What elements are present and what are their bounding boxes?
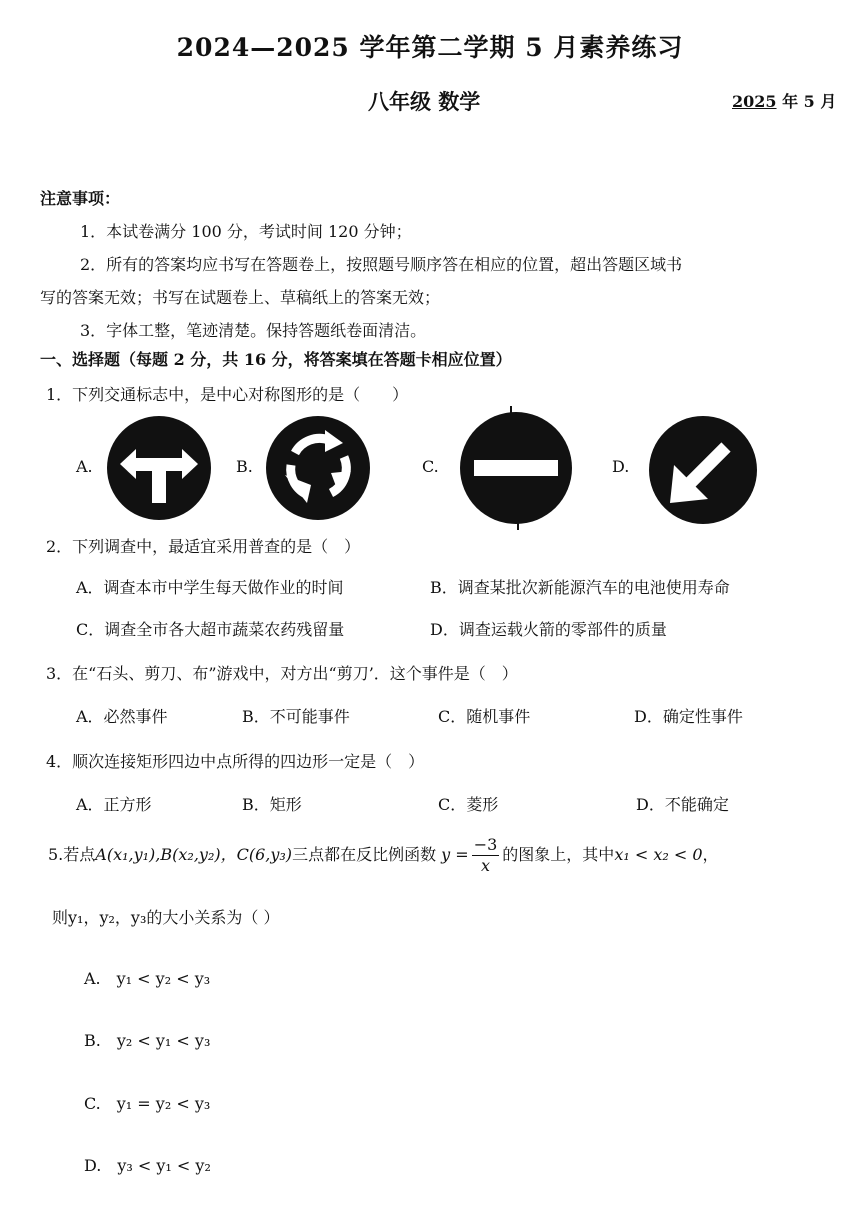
q4-option-c: C．菱形: [438, 795, 499, 814]
q5-fraction-numerator: −3: [473, 835, 498, 854]
q4-option-b: B．矩形: [242, 795, 302, 814]
down-left-arrow-sign-icon: [648, 415, 758, 525]
q5-prefix: 5.若点: [48, 845, 96, 864]
q3-option-c: C．随机事件: [438, 707, 531, 726]
q2-option-d: D．调查运载火箭的零部件的质量: [430, 620, 667, 639]
notice-item-2-line-1: 2．所有的答案均应书写在答题卷上，按照题号顺序答在相应的位置，超出答题区域书: [80, 255, 683, 274]
q1-option-c-label: C.: [422, 457, 439, 476]
q4-option-a: A．正方形: [76, 795, 152, 814]
question-4-stem: 4．顺次连接矩形四边中点所得的四边形一定是（ ）: [46, 752, 425, 771]
question-5-line-2: 则y₁，y₂，y₃的大小关系为（ ）: [52, 908, 280, 927]
date-year: 2025: [732, 92, 777, 111]
exam-subtitle: 八年级 数学: [368, 89, 481, 114]
section-1-heading: 一、选择题（每题 2 分，共 16 分，将答案填在答题卡相应位置）: [40, 350, 512, 369]
q3-option-a: A．必然事件: [76, 707, 168, 726]
q1-option-b-label: B.: [236, 457, 253, 476]
notice-item-3: 3．字体工整，笔迹清楚。保持答题纸卷面清洁。: [80, 321, 427, 340]
q5-condition: x₁ < x₂ < 0: [614, 845, 703, 864]
exam-title: 2024—2025 学年第二学期 5 月素养练习: [176, 33, 684, 62]
notice-heading: 注意事项：: [40, 189, 121, 208]
q5-end: ，: [702, 845, 719, 864]
question-3-stem: 3．在“石头、剪刀、布”游戏中，对方出“剪刀’．这个事件是（ ）: [46, 664, 518, 683]
roundabout-sign-icon: [265, 415, 371, 521]
q4-option-d: D．不能确定: [636, 795, 729, 814]
q2-option-b: B．调查某批次新能源汽车的电池使用寿命: [430, 578, 730, 597]
left-right-turn-sign-icon: [106, 415, 212, 521]
q5-function: y =: [441, 845, 469, 864]
q2-option-c: C．调查全市各大超市蔬菜农药残留量: [76, 620, 345, 639]
notice-item-1: 1．本试卷满分 100 分，考试时间 120 分钟；: [80, 222, 412, 241]
q3-option-b: B．不可能事件: [242, 707, 350, 726]
q5-fraction-denominator: x: [480, 856, 491, 875]
q5-fraction: [472, 835, 500, 876]
question-1-stem: 1．下列交通标志中，是中心对称图形的是（ ）: [46, 385, 409, 404]
exam-date: [732, 89, 836, 112]
question-2-stem: 2．下列调查中，最适宜采用普查的是（ ）: [46, 537, 361, 556]
q2-option-a: A．调查本市中学生每天做作业的时间: [76, 578, 344, 597]
date-month: 年 5 月: [776, 92, 837, 111]
q3-option-d: D．确定性事件: [634, 707, 743, 726]
q5-option-c: C. y₁ = y₂ < y₃: [84, 1094, 211, 1113]
no-entry-sign-icon: [454, 406, 584, 530]
q5-option-a: A. y₁ < y₂ < y₃: [84, 969, 211, 988]
notice-item-2-line-2: 写的答案无效；书写在试题卷上、草稿纸上的答案无效；: [40, 288, 441, 307]
q5-suffix: 的图象上，其中: [502, 845, 615, 864]
q5-mid: 三点都在反比例函数: [292, 845, 437, 864]
q1-option-d-label: D.: [612, 457, 630, 476]
q1-option-a-label: A.: [76, 457, 93, 476]
q5-option-b: B. y₂ < y₁ < y₃: [84, 1031, 211, 1050]
q5-option-d: D. y₃ < y₁ < y₂: [84, 1156, 211, 1175]
q5-points: A(x₁,y₁),B(x₂,y₂)，C(6,y₃): [95, 845, 293, 864]
question-5-stem: [48, 832, 719, 878]
